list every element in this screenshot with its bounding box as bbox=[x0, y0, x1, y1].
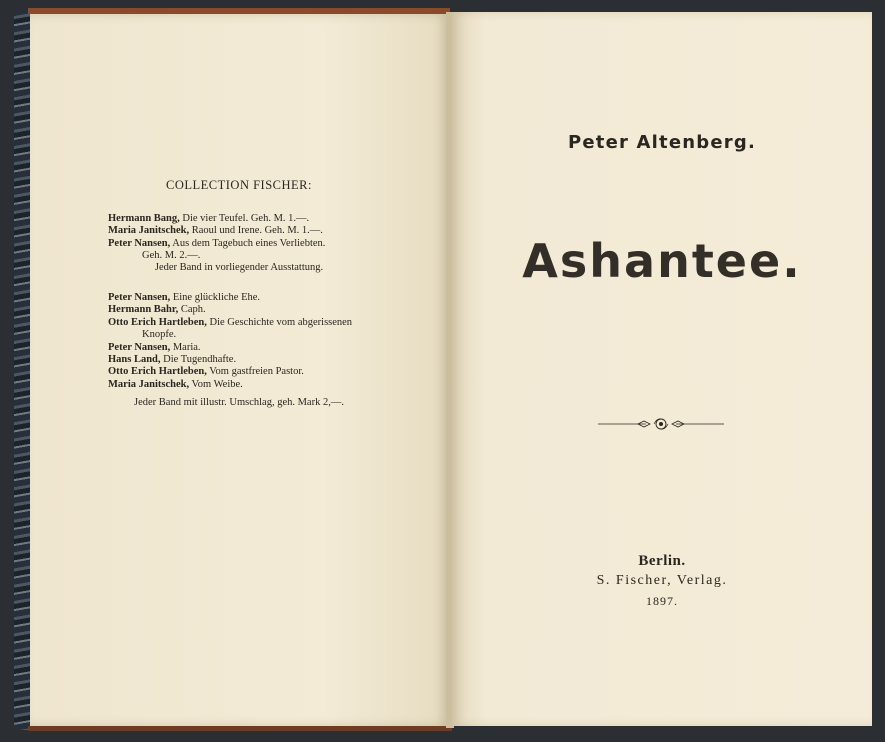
list-item: Maria Janitschek, Raoul und Irene. Geh. M. 1.—. bbox=[108, 225, 323, 237]
collection-title: COLLECTION FISCHER: bbox=[166, 178, 312, 192]
right-page bbox=[452, 12, 872, 726]
collection-list-1 bbox=[108, 213, 325, 263]
list-item: Hermann Bang, Die vier Teufel. Geh. M. 1.—. bbox=[108, 213, 310, 224]
edition-note-1: Jeder Band in vorliegender Ausstattung. bbox=[154, 262, 324, 273]
ornament-divider-icon bbox=[598, 414, 724, 434]
left-page bbox=[30, 14, 448, 726]
publication-city: Berlin. bbox=[638, 553, 686, 569]
list-item: Maria Janitschek, Vom Weibe. bbox=[108, 378, 243, 390]
publication-year: 1897. bbox=[646, 594, 678, 608]
list-item: Hans Land, Die Tugendhafte. bbox=[108, 354, 237, 366]
list-item-continuation: Geh. M. 2.—. bbox=[142, 250, 201, 262]
book-title: Ashantee. bbox=[522, 234, 802, 288]
publisher: S. Fischer, Verlag. bbox=[596, 573, 728, 588]
list-item: Peter Nansen, Aus dem Tagebuch eines Verliebten. bbox=[108, 237, 326, 249]
collection-list-2 bbox=[108, 292, 352, 391]
list-item-continuation: Knopfe. bbox=[142, 329, 177, 341]
list-item: Peter Nansen, Eine glückliche Ehe. bbox=[108, 292, 261, 303]
author-name: Peter Altenberg. bbox=[568, 132, 756, 153]
edition-note-2: Jeder Band mit illustr. Umschlag, geh. Mark 2,—. bbox=[134, 397, 344, 408]
list-item: Otto Erich Hartleben, Die Geschichte vom abgerissenen bbox=[108, 316, 353, 328]
list-item: Hermann Bahr, Caph. bbox=[108, 304, 206, 316]
list-item: Otto Erich Hartleben, Vom gastfreien Pastor. bbox=[108, 366, 304, 378]
binding-bottom-strip bbox=[28, 726, 452, 731]
list-item: Peter Nansen, Maria. bbox=[108, 341, 201, 353]
